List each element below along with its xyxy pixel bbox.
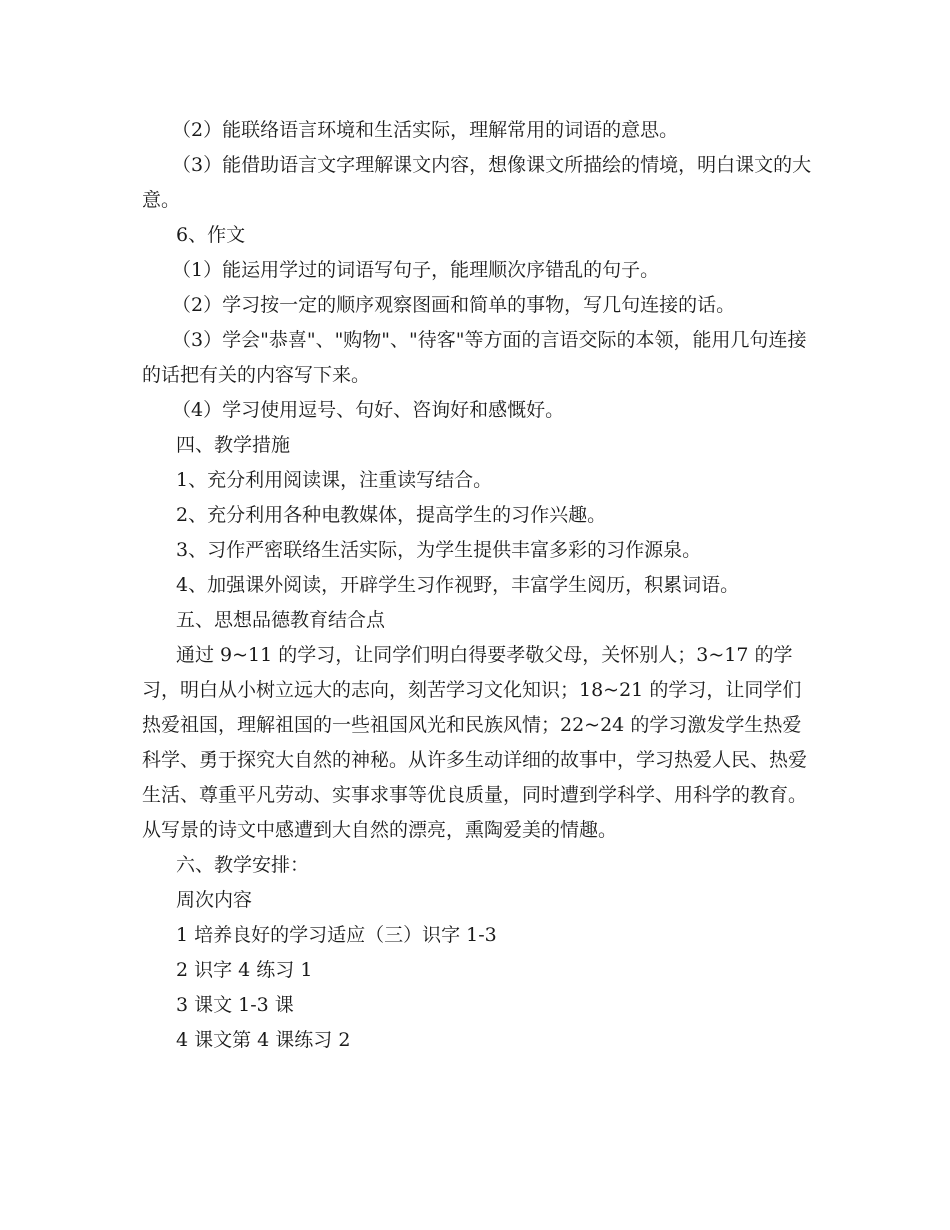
paragraph-composition-3: （3）学会"恭喜"、"购物"、"待客"等方面的言语交际的本领，能用几句连接的话把有关的内容写下来。 [142, 329, 807, 386]
paragraph-measure-4: 4、加强课外阅读，开辟学生习作视野，丰富学生阅历，积累词语。 [176, 574, 740, 596]
heading-composition: 6、作文 [176, 224, 246, 246]
document-body [142, 113, 812, 1058]
paragraph-objective-3: （3）能借助语言文字理解课文内容，想像课文所描绘的情境，明白课文的大意。 [142, 154, 812, 211]
schedule-week-2: 2 识字 4 练习 1 [176, 959, 313, 981]
paragraph-composition-4: （4）学习使用逗号、句好、咨询好和感慨好。 [172, 399, 565, 421]
heading-teaching-measures: 四、教学措施 [176, 434, 291, 456]
paragraph-objective-2: （2）能联络语言环境和生活实际，理解常用的词语的意思。 [172, 119, 679, 141]
paragraph-moral-education: 通过 9~11 的学习，让同学们明白得要孝敬父母，关怀别人；3~17 的学习，明白从小树立远大的志向，刻苦学习文化知识；18~21 的学习，让同学们热爱祖国，理解祖国的一些祖国风光和民族风情；22~24 的学习激发学生热爱科学、勇于探究大自然的神秘。从许多生动详细的故事中，学习热爱人民、热爱生活、尊重平凡劳动、实事求事等优良质量，同时遭到学科学、用科学的教育。从写景的诗文中感遭到大自然的漂亮，熏陶爱美的情趣。 [142, 644, 808, 841]
schedule-week-1: 1 培养良好的学习适应（三）识字 1-3 [176, 924, 497, 946]
paragraph-measure-2: 2、充分利用各种电教媒体，提高学生的习作兴趣。 [176, 504, 607, 526]
schedule-week-3: 3 课文 1-3 课 [176, 994, 294, 1016]
paragraph-composition-2: （2）学习按一定的顺序观察图画和简单的事物，写几句连接的话。 [172, 294, 736, 316]
heading-teaching-schedule: 六、教学安排： [176, 854, 310, 876]
heading-moral-education: 五、思想品德教育结合点 [176, 609, 386, 631]
paragraph-composition-1: （1）能运用学过的词语写句子，能理顺次序错乱的句子。 [172, 259, 660, 281]
paragraph-measure-1: 1、充分利用阅读课，注重读写结合。 [176, 469, 493, 491]
schedule-week-4: 4 课文第 4 课练习 2 [176, 1029, 351, 1051]
schedule-header: 周次内容 [176, 889, 253, 911]
paragraph-measure-3: 3、习作严密联络生活实际，为学生提供丰富多彩的习作源泉。 [176, 539, 702, 561]
